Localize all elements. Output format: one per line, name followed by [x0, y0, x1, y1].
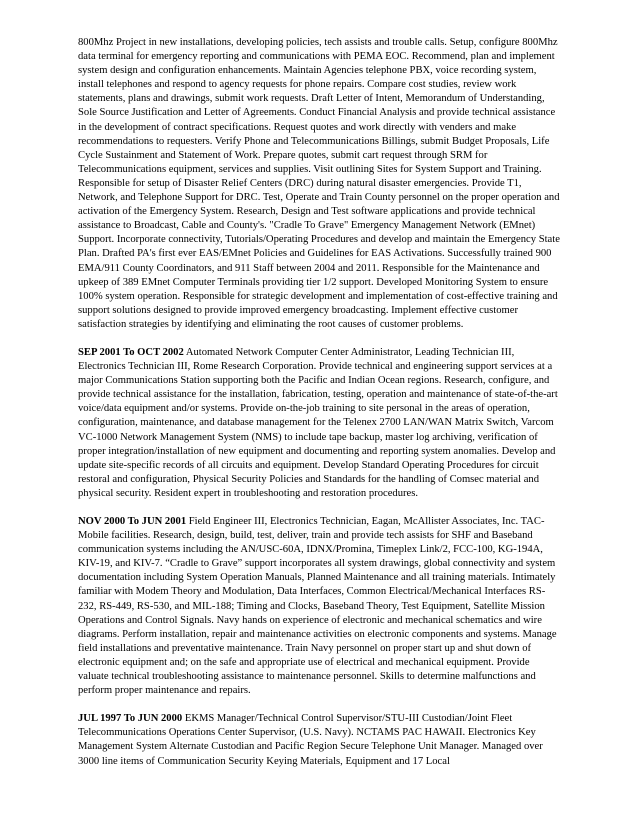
date-range-heading: NOV 2000 To JUN 2001: [78, 516, 187, 527]
paragraph-intro: [78, 36, 560, 332]
paragraph-sep-2001: [78, 346, 560, 501]
paragraph-text: EKMS Manager/Technical Control Supervisor/STU-III Custodian/Joint Fleet Telecommunications Operations Center Supervisor, (U.S. Navy). NCTAMS PAC HAWAII. Electronics Key Management System Alternate Custodian and Pacific Region Secure Telephone Unit Manager. Managed over 3000 line items of Communication Security Keying Materials, Equipment and 17 Local: [78, 713, 543, 767]
paragraph-jul-1997: [78, 712, 560, 768]
paragraph-nov-2000: [78, 515, 560, 698]
paragraph-text: Field Engineer III, Electronics Technician, Eagan, McAllister Associates, Inc. TAC-Mobile facilities. Research, design, build, test, deliver, train and provide tech assists for SHF and Baseband communication systems including the AN/USC-60A, IDNX/Promina, Timeplex Link/2, FCC-100, KG-194A, KIV-19, and KIV-7. “Cradle to Grave” support incorporates all system drawings, global connectivity and system documentation including System Operation Manuals, Planned Maintenance and all training materials. Intimately familiar with Modem Theory and Modulation, Data Interfaces, Common Electrical/Mechanical Interfaces RS-232, RS-449, RS-530, and MIL-188; Timing and Clocks, Baseband Theory, Test Equipment, Satellite Mission Operations and Control Signals. Navy hands on experience of electronic and mechanical schematics and wire diagrams. Perform installation, repair and maintenance activities on electronic components and systems. Manage field installations and preventative maintenance. Train Navy personnel on proper start up and shut down of electronic equipment and; on the safe and appropriate use of electrical and mechanical equipment. Provide valuate technical troubleshooting assistance to maintenance personnel. Skills to determine malfunctions and perform proper maintenance and repairs.: [78, 516, 557, 697]
paragraph-text: 800Mhz Project in new installations, developing policies, tech assists and trouble calls. Setup, configure 800Mhz data terminal for emergency reporting and communications with PEMA EOC. Recommend, plan and implement system design and configuration enhancements. Maintain Agencies telephone PBX, voice recording system, install telephones and respond to agency requests for phone repairs. Compare cost studies, review work statements, plans and drawings, submit work requests. Draft Letter of Intent, Memorandum of Understanding, Sole Source Justification and Letter of Agreements. Conduct Financial Analysis and provide technical assistance in the development of contract specifications. Request quotes and work directly with venders and make recommendations to requesters. Verify Phone and Telecommunications Billings, submit Budget Proposals, Life Cycle Sustainment and Statement of Work. Prepare quotes, submit cart request through SRM for Telecommunications equipment, services and supplies. Visit outlining Sites for System Support and Training. Responsible for setup of Disaster Relief Centers (DRC) during natural disaster emergencies. Provide T1, Network, and Telephone Support for DRC. Test, Operate and Train County personnel on the proper operation and activation of the Emergency System. Research, Design and Test software applications and provide technical assistance to Broadcast, Cable and County's. "Cradle To Grave" Emergency Management Network (EMnet) Support. Incorporate connectivity, Tutorials/Operating Procedures and develop and maintain the Emergency State Plan. Drafted PA's first ever EAS/EMnet Policies and Guidelines for EAS Activations. Successfully trained 900 EMA/911 County Coordinators, and 911 Staff between 2004 and 2011. Responsible for the Maintenance and upkeep of 389 EMnet Computer Terminals providing tier 1/2 support. Developed Monitoring System to ensure 100% system operation. Responsible for strategic development and implementation of cost-effective training and support solutions designed to provide improved emergency broadcasting. Implement effective customer satisfaction strategies by identifying and eliminating the root causes of customer problems.: [78, 37, 560, 330]
paragraph-text: Automated Network Computer Center Administrator, Leading Technician III, Electronics Technician III, Rome Research Corporation. Provide technical and engineering support services at a major Communications Station supporting both the Pacific and Indian Ocean regions. Research, configure, and provide technical assistance for the installation, fabrication, testing, operation and maintenance of state-of-the-art voice/data equipment and/or systems. Provide on-the-job training to site personal in the areas of operation, configuration, maintenance, and database management for the Telenex 2700 LAN/WAN Matrix Switch, Varcom VC-1000 Network Management System (NMS) to include tape backup, master log archiving, verification of proper integration/installation of new equipment and documenting and reporting system anomalies. Develop and update site-specific records of all circuits and equipment. Develop Standard Operating Procedures for circuit restoral and configuration, Physical Security Policies and Standards for the handling of Comsec material and physical security. Resident expert in troubleshooting and restoration procedures.: [78, 346, 558, 499]
date-range-heading: SEP 2001 To OCT 2002: [78, 346, 184, 358]
date-range-heading: JUL 1997 To JUN 2000: [78, 713, 183, 725]
